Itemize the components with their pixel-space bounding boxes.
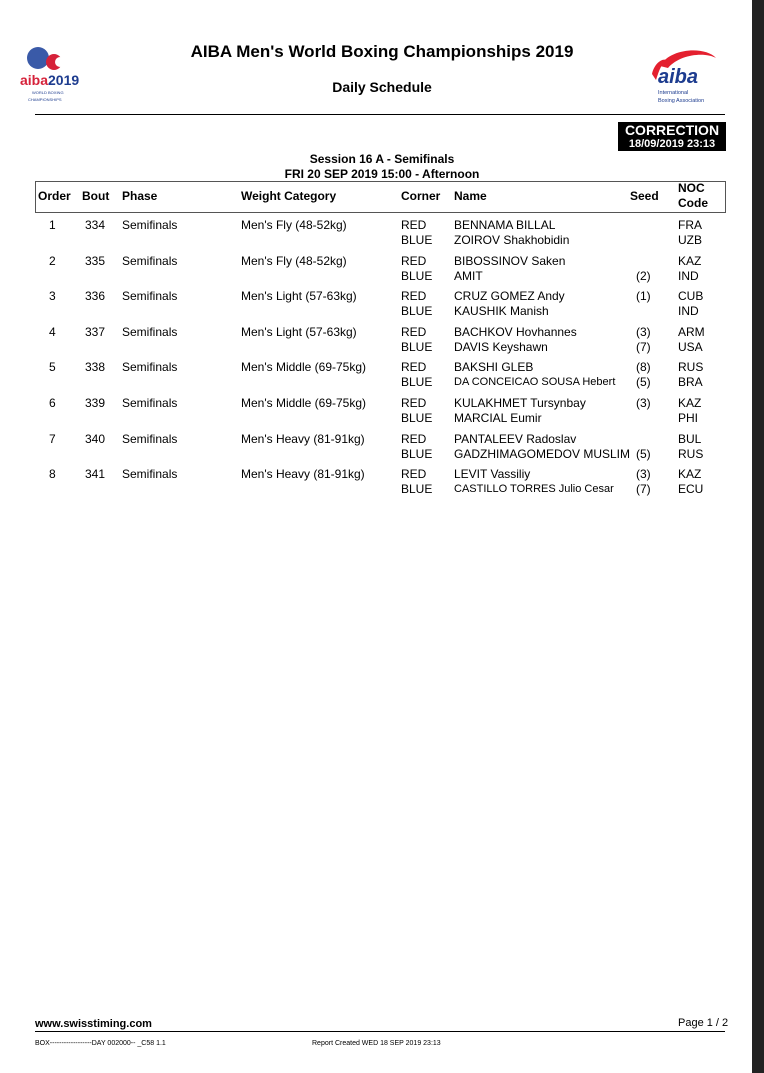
red-noc: ARM: [678, 324, 705, 339]
bout: 339: [85, 396, 106, 410]
session-title: Session 16 A - Semifinals: [309, 152, 455, 166]
blue-name: KAUSHIK Manish: [454, 304, 549, 319]
weight: Men's Heavy (81-91kg): [241, 467, 365, 482]
blue-corner: BLUE: [401, 482, 433, 497]
col-corner: Corner: [401, 189, 441, 203]
page-number: Page 1 / 2: [678, 1017, 729, 1029]
blue-corner: BLUE: [401, 304, 433, 319]
order: 3: [49, 289, 56, 304]
blue-corner: BLUE: [401, 268, 433, 283]
document-subtitle: Daily Schedule: [332, 79, 432, 95]
order: 6: [49, 396, 56, 410]
report-created: Report Created WED 18 SEP 2019 23:13: [312, 1040, 441, 1047]
blue-seed: (7): [636, 482, 651, 497]
red-corner: RED: [401, 253, 427, 268]
blue-corner: BLUE: [401, 411, 433, 425]
svg-text:International: International: [658, 90, 689, 96]
phase: Semifinals: [122, 467, 178, 482]
order: 4: [49, 324, 56, 339]
red-noc: RUS: [678, 360, 704, 375]
phase: Semifinals: [122, 360, 178, 375]
blue-noc: ECU: [678, 482, 704, 497]
bout: 336: [85, 289, 106, 304]
red-seed: (3): [636, 467, 651, 482]
blue-seed: (2): [636, 268, 651, 283]
bout: 341: [85, 467, 106, 482]
red-corner: RED: [401, 360, 427, 375]
red-corner: RED: [401, 289, 427, 304]
order: 2: [49, 253, 56, 268]
blue-name: CASTILLO TORRES Julio Cesar: [454, 483, 614, 496]
red-noc: KAZ: [678, 467, 702, 482]
bout: 338: [85, 360, 106, 375]
red-seed: (3): [636, 324, 651, 339]
correction-label: CORRECTION: [624, 122, 720, 138]
blue-corner: BLUE: [401, 375, 433, 390]
order: 7: [49, 431, 56, 446]
blue-name: DAVIS Keyshawn: [454, 339, 548, 354]
bout: 334: [85, 218, 106, 232]
blue-noc: BRA: [678, 375, 703, 390]
bout: 340: [85, 431, 106, 446]
correction-datetime: 18/09/2019 23:13: [628, 138, 716, 150]
red-noc: BUL: [678, 431, 702, 446]
red-noc: KAZ: [678, 396, 702, 410]
col-name: Name: [454, 189, 487, 203]
col-order: Order: [38, 189, 71, 203]
blue-name: MARCIAL Eumir: [454, 411, 542, 425]
svg-text:CHAMPIONSHIPS: CHAMPIONSHIPS: [28, 97, 62, 102]
red-name: BAKSHI GLEB: [454, 360, 534, 375]
phase: Semifinals: [122, 324, 178, 339]
red-name: BIBOSSINOV Saken: [454, 253, 566, 268]
blue-seed: (7): [636, 339, 651, 354]
weight: Men's Fly (48-52kg): [241, 218, 347, 232]
red-name: PANTALEEV Radoslav: [454, 431, 577, 446]
header-divider: [35, 114, 725, 115]
red-name: CRUZ GOMEZ Andy: [454, 289, 565, 304]
blue-name: ZOIROV Shakhobidin: [454, 233, 570, 247]
col-weight: Weight Category: [241, 189, 337, 203]
weight: Men's Heavy (81-91kg): [241, 431, 365, 446]
blue-seed: (5): [636, 375, 651, 390]
red-seed: (1): [636, 289, 651, 304]
red-name: BACHKOV Hovhannes: [454, 324, 577, 339]
svg-text:Boxing Association: Boxing Association: [658, 98, 705, 104]
blue-corner: BLUE: [401, 446, 433, 461]
correction-badge: [618, 122, 726, 151]
blue-noc: PHI: [678, 411, 699, 425]
blue-noc: IND: [678, 268, 699, 283]
blue-noc: IND: [678, 304, 699, 319]
weight: Men's Light (57-63kg): [241, 324, 357, 339]
blue-seed: (5): [636, 446, 651, 461]
weight: Men's Fly (48-52kg): [241, 253, 347, 268]
col-noc-code: Code: [678, 196, 708, 210]
col-phase: Phase: [122, 189, 158, 203]
blue-corner: BLUE: [401, 339, 433, 354]
svg-text:WORLD BOXING: WORLD BOXING: [32, 90, 64, 95]
red-corner: RED: [401, 324, 427, 339]
svg-text:aiba: aiba: [658, 66, 699, 88]
blue-noc: USA: [678, 339, 703, 354]
document-title: AIBA Men's World Boxing Championships 2019: [190, 42, 574, 61]
session-date: FRI 20 SEP 2019 15:00 - Afternoon: [284, 167, 480, 181]
bout: 335: [85, 253, 106, 268]
red-noc: CUB: [678, 289, 704, 304]
weight: Men's Light (57-63kg): [241, 289, 357, 304]
order: 5: [49, 360, 56, 375]
phase: Semifinals: [122, 289, 178, 304]
red-noc: KAZ: [678, 253, 702, 268]
red-corner: RED: [401, 467, 427, 482]
red-corner: RED: [401, 218, 427, 232]
order: 8: [49, 467, 56, 482]
footer-divider: [35, 1031, 725, 1032]
report-code: BOX------------------DAY 002000-- _C58 1.1: [35, 1040, 166, 1047]
phase: Semifinals: [122, 253, 178, 268]
phase: Semifinals: [122, 431, 178, 446]
red-corner: RED: [401, 431, 427, 446]
blue-corner: BLUE: [401, 233, 433, 247]
col-noc: NOC: [678, 181, 705, 195]
red-name: LEVIT Vassiliy: [454, 467, 531, 482]
red-name: BENNAMA BILLAL: [454, 218, 556, 232]
weight: Men's Middle (69-75kg): [241, 396, 367, 410]
blue-name: AMIT: [454, 268, 483, 283]
phase: Semifinals: [122, 218, 178, 232]
blue-noc: UZB: [678, 233, 702, 247]
blue-name: GADZHIMAGOMEDOV MUSLIM: [454, 446, 631, 461]
red-corner: RED: [401, 396, 427, 410]
weight: Men's Middle (69-75kg): [241, 360, 367, 375]
svg-text:aiba2019: aiba2019: [20, 72, 80, 88]
red-seed: (3): [636, 396, 651, 410]
col-bout: Bout: [82, 189, 110, 203]
red-name: KULAKHMET Tursynbay: [454, 396, 586, 410]
red-seed: (8): [636, 360, 651, 375]
order: 1: [49, 218, 56, 232]
phase: Semifinals: [122, 396, 178, 410]
blue-noc: RUS: [678, 446, 704, 461]
bout: 337: [85, 324, 106, 339]
red-noc: FRA: [678, 218, 702, 232]
website-link[interactable]: www.swisstiming.com: [35, 1018, 152, 1030]
blue-name: DA CONCEICAO SOUSA Hebert: [454, 376, 616, 389]
col-seed: Seed: [630, 189, 659, 203]
